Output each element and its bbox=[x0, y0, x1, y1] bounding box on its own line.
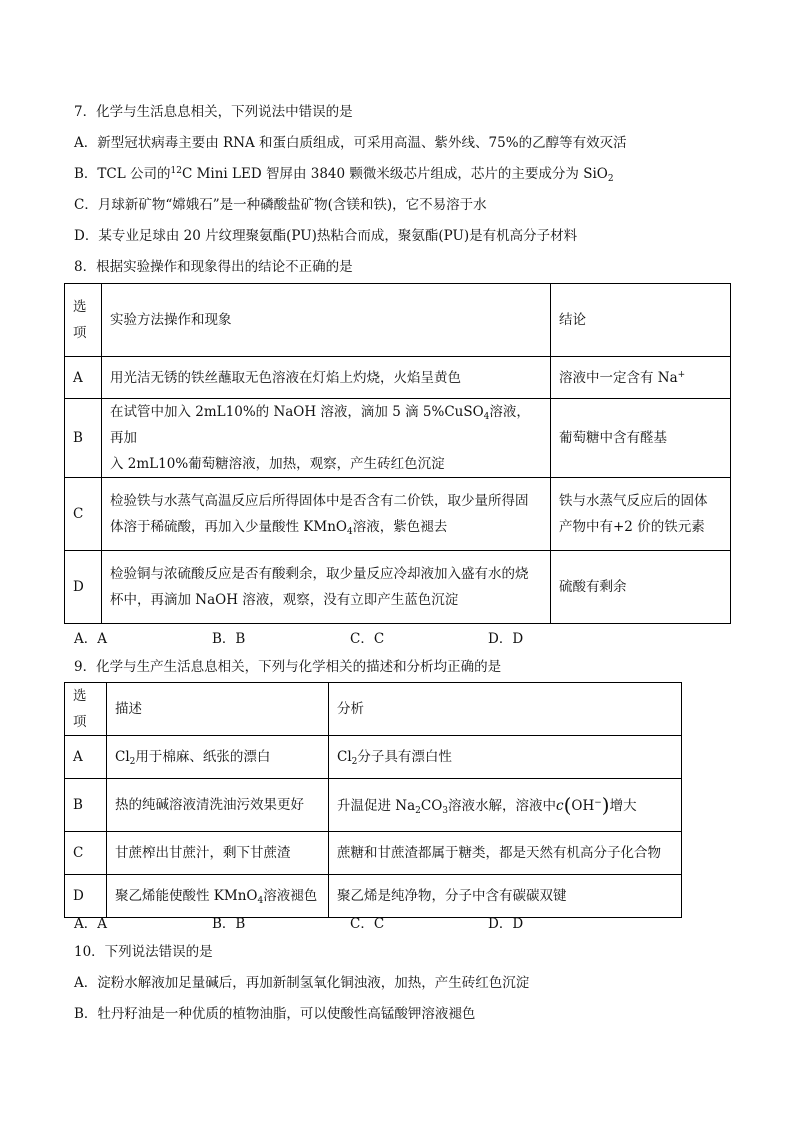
q8-row-c-method: 检验铁与水蒸气高温反应后所得固体中是否含有二价铁，取少量所得固 体溶于稀硫酸，再加入少量酸性 KMnO$_4$溶液，紫色褪去 bbox=[102, 478, 551, 551]
q8-answer-a: A．A bbox=[74, 631, 107, 647]
q9-header-option: 选项 bbox=[65, 683, 107, 736]
q8-answer-b: B．B bbox=[212, 631, 246, 647]
q9-header-row bbox=[65, 683, 682, 736]
q8-header-row bbox=[65, 284, 731, 357]
q8-header-conclusion: 结论 bbox=[551, 284, 731, 357]
q9-row-d-analysis: 聚乙烯是纯净物，分子中含有碳碳双键 bbox=[329, 875, 682, 918]
q7-option-b: B．TCL 公司的$^{12}$C Mini LED 智屏由 3840 颗微米级芯片组成，芯片的主要成分为 SiO$_2$ bbox=[74, 166, 614, 184]
q8-row-c-conclusion: 铁与水蒸气反应后的固体 产物中有+2 价的铁元素 bbox=[551, 478, 731, 551]
q8-answer-c: C．C bbox=[350, 631, 385, 647]
q9-answer-a: A．A bbox=[74, 916, 107, 932]
q9-row-b-description: 热的纯碱溶液清洗油污效果更好 bbox=[107, 779, 329, 832]
q8-answer-d: D．D bbox=[488, 631, 524, 647]
q8-row-a-option: A bbox=[65, 357, 102, 399]
q9-answer-d: D．D bbox=[488, 916, 524, 932]
q9-answer-b: B．B bbox=[212, 916, 246, 932]
q9-answer-c: C．C bbox=[350, 916, 385, 932]
q9-stem: 9．化学与生产生活息息相关，下列与化学相关的描述和分析均正确的是 bbox=[74, 659, 502, 675]
q8-row-b-option: B bbox=[65, 399, 102, 478]
q9-row-d-option: D bbox=[65, 875, 107, 918]
q9-row-b bbox=[65, 779, 682, 832]
q10-option-b: B．牡丹籽油是一种优质的植物油脂，可以使酸性高锰酸钾溶液褪色 bbox=[74, 1006, 476, 1022]
q9-table bbox=[64, 682, 682, 918]
q9-row-b-analysis: 升温促进 $Na_2CO_3$溶液水解，溶液中c(OH−)增大 bbox=[329, 779, 682, 832]
q8-row-b-conclusion: 葡萄糖中含有醛基 bbox=[551, 399, 731, 478]
q8-row-b bbox=[65, 399, 731, 478]
q8-row-d-option: D bbox=[65, 551, 102, 624]
q9-row-c-analysis: 蔗糖和甘蔗渣都属于糖类，都是天然有机高分子化合物 bbox=[329, 832, 682, 875]
q9-row-a bbox=[65, 736, 682, 779]
q9-answer-options bbox=[74, 912, 626, 932]
q10-stem: 10．下列说法错误的是 bbox=[74, 944, 213, 960]
q7-option-a: A．新型冠状病毒主要由 RNA 和蛋白质组成，可采用高温、紫外线、75%的乙醇等有效灭活 bbox=[74, 135, 627, 151]
q9-header-analysis: 分析 bbox=[329, 683, 682, 736]
q9-row-c bbox=[65, 832, 682, 875]
q8-row-a bbox=[65, 357, 731, 399]
q8-row-d-conclusion: 硫酸有剩余 bbox=[551, 551, 731, 624]
q9-row-c-description: 甘蔗榨出甘蔗汁，剩下甘蔗渣 bbox=[107, 832, 329, 875]
q7-stem: 7．化学与生活息息相关，下列说法中错误的是 bbox=[74, 104, 353, 120]
q9-header-description: 描述 bbox=[107, 683, 329, 736]
q8-header-method: 实验方法操作和现象 bbox=[102, 284, 551, 357]
q9-row-a-description: $Cl_2$用于棉麻、纸张的漂白 bbox=[107, 736, 329, 779]
q8-stem: 8．根据实验操作和现象得出的结论不正确的是 bbox=[74, 259, 353, 275]
q8-row-b-method: 在试管中加入 2mL10%的 NaOH 溶液，滴加 5 滴 5%CuSO$_4$溶液，再加 入 2mL10%葡萄糖溶液，加热，观察，产生砖红色沉淀 bbox=[102, 399, 551, 478]
q8-header-option: 选 项 bbox=[65, 284, 102, 357]
q10-option-a: A．淀粉水解液加足量碱后，再加新制氢氧化铜浊液，加热，产生砖红色沉淀 bbox=[74, 975, 530, 991]
q9-row-a-option: A bbox=[65, 736, 107, 779]
q8-row-c-option: C bbox=[65, 478, 102, 551]
q8-row-c bbox=[65, 478, 731, 551]
q9-row-a-analysis: $Cl_2$分子具有漂白性 bbox=[329, 736, 682, 779]
q7-option-d: D．某专业足球由 20 片纹理聚氨酯(PU)热粘合而成，聚氨酯(PU)是有机高分子材料 bbox=[74, 228, 578, 244]
q8-row-d bbox=[65, 551, 731, 624]
q9-row-b-option: B bbox=[65, 779, 107, 832]
q8-answer-options bbox=[74, 627, 626, 647]
q9-row-d-description: 聚乙烯能使酸性 KMnO$_4$溶液褪色 bbox=[107, 875, 329, 918]
q8-row-a-conclusion: 溶液中一定含有 Na+ bbox=[551, 357, 731, 399]
q8-row-d-method: 检验铜与浓硫酸反应是否有酸剩余，取少量反应冷却液加入盛有水的烧 杯中，再滴加 NaOH 溶液，观察，没有立即产生蓝色沉淀 bbox=[102, 551, 551, 624]
q8-row-a-method: 用光洁无锈的铁丝蘸取无色溶液在灯焰上灼烧，火焰呈黄色 bbox=[102, 357, 551, 399]
q8-table bbox=[64, 283, 731, 624]
q9-row-c-option: C bbox=[65, 832, 107, 875]
q7-option-c: C．月球新矿物“嫦娥石”是一种磷酸盐矿物(含镁和铁)，它不易溶于水 bbox=[74, 197, 487, 213]
